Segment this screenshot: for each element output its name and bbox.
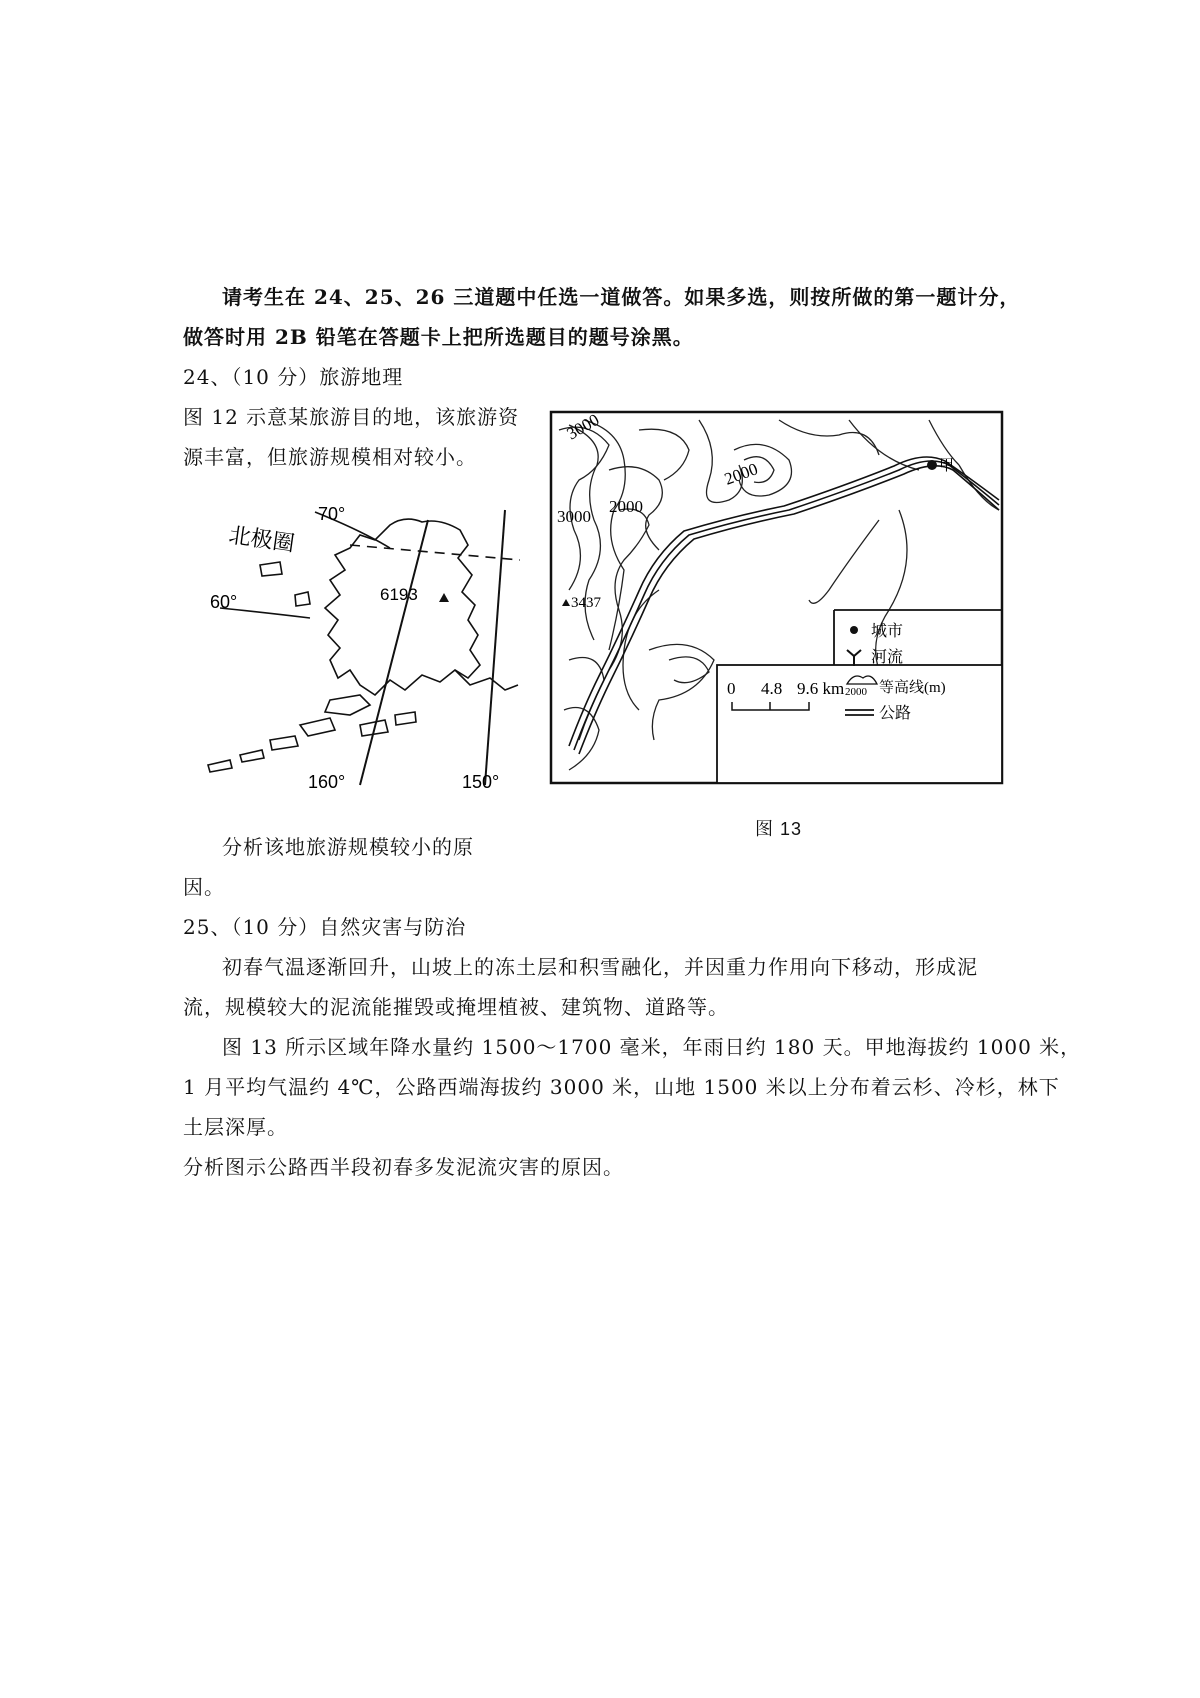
fig12-lat60-label: 60°: [210, 592, 238, 612]
fig13-peak-label: 3437: [571, 595, 601, 611]
fig12-lon160-label: 160°: [308, 772, 346, 790]
fig13-scale-label: 4.8: [761, 679, 783, 698]
q25-paragraph-1-line-2: 流，规模较大的泥流能摧毁或掩埋植被、建筑物、道路等。: [183, 995, 729, 1019]
fig12-lat70-label: 70°: [318, 504, 346, 524]
fig12-lon150-label: 150°: [462, 772, 500, 790]
q24-heading: 24、（10 分）旅游地理: [183, 365, 404, 389]
fig12-arctic-circle-label: 北极圈: [227, 522, 297, 557]
figure-12-map: [200, 500, 520, 790]
q25-heading: 25、（10 分）自然灾害与防治: [183, 915, 467, 939]
instruction-line-2: 做答时用 2B 铅笔在答题卡上把所选题目的题号涂黑。: [183, 325, 694, 349]
fig13-legend-city: 城市: [871, 623, 904, 640]
q24-ask-line-2: 因。: [183, 875, 225, 899]
figure-13-map: [549, 410, 1004, 785]
instruction-line-1: 请考生在 24、25、26 三道题中任选一道做答。如果多选，则按所做的第一题计分，: [222, 285, 1021, 309]
q24-intro-line-2: 源丰富，但旅游规模相对较小。: [183, 445, 477, 469]
fig13-scale-label: 0: [727, 679, 736, 698]
fig13-city-label: 甲: [939, 458, 955, 474]
q24-intro-line-1: 图 12 示意某旅游目的地，该旅游资: [183, 405, 520, 429]
q24-ask-line-1: 分析该地旅游规模较小的原: [222, 835, 474, 859]
fig12-peak-label: 6193: [380, 585, 418, 604]
fig13-contour-label: 2000: [721, 459, 761, 489]
fig13-legend-contour: 等高线(m): [879, 680, 946, 696]
q25-ask: 分析图示公路西半段初春多发泥流灾害的原因。: [183, 1155, 624, 1179]
figure-13-caption: 图 13: [755, 819, 803, 839]
fig13-legend-contour-value: 2000: [845, 686, 867, 698]
q25-paragraph-2-line-1: 图 13 所示区域年降水量约 1500～1700 毫米，年雨日约 180 天。甲地海拔约 1000 米，: [222, 1035, 1082, 1059]
fig13-legend-road: 公路: [879, 705, 912, 722]
fig13-legend-river: 河流: [871, 649, 904, 666]
fig13-contour-label: 3000: [563, 410, 603, 444]
q25-paragraph-1-line-1: 初春气温逐渐回升，山坡上的冻土层和积雪融化，并因重力作用向下移动，形成泥: [222, 955, 978, 979]
q25-paragraph-2-line-3: 土层深厚。: [183, 1115, 288, 1139]
fig13-contour-label: 3000: [557, 507, 591, 526]
q25-paragraph-2-line-2: 1 月平均气温约 4℃，公路西端海拔约 3000 米，山地 1500 米以上分布着云杉、冷杉，林下: [183, 1075, 1060, 1099]
fig13-scale-label: 9.6 km: [797, 679, 845, 698]
fig13-contour-label: 2000: [609, 497, 643, 516]
